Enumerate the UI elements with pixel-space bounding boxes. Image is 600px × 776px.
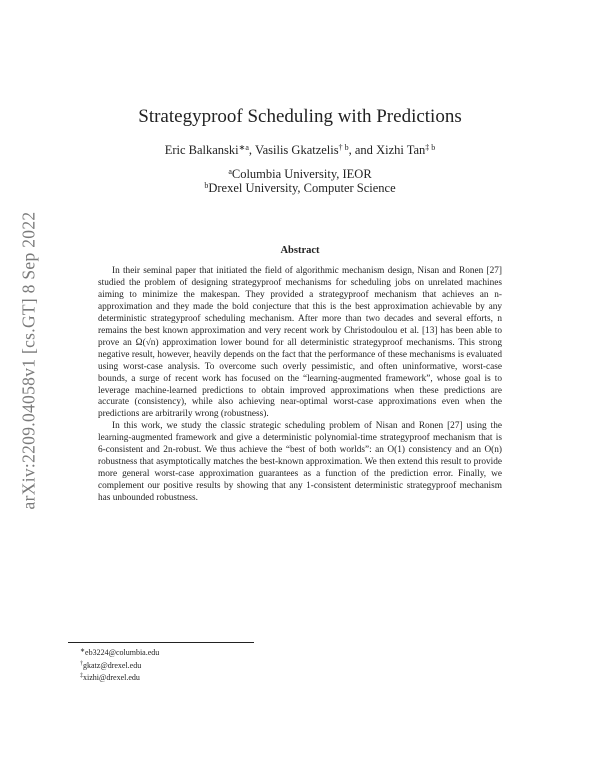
footnote-email[interactable]: eb3224@columbia.edu [85,648,160,657]
footnotes [80,646,159,684]
affiliation-text: Columbia University, IEOR [231,167,372,181]
author-list [0,143,600,158]
affiliation [0,181,600,196]
abstract-heading: Abstract [280,245,320,256]
arxiv-identifier-stamp [17,190,41,530]
author-marks: ∗a [238,143,249,152]
author-marks: ‡ b [425,143,436,152]
footnote [80,671,159,684]
abstract-paragraph: In their seminal paper that initiated the field of algorithmic mechanism design, Nisan and Ronen [27] studied the problem of designing strategyproof mechanisms for scheduling jobs on unrelated machines aiming to minimize the makespan. They provided a strategyproof mechanism that achieves an n-approximation and they made the bold conjecture that this is the best approximation achievable by any deterministic strategyproof scheduling mechanism. After more than two decades and several efforts, n remains the best known approximation and very recent work by Christodoulou et al. [13] has been able to prove an Ω(√n) approximation lower bound for all deterministic strategyproof mechanisms. This strong negative result, however, heavily depends on the fact that the performance of these mechanisms is evaluated using worst-case analysis. To overcome such overly pessimistic, and often uninformative, worst-case bounds, a surge of recent work has focused on the “learning-augmented framework”, whose goal is to leverage machine-learned predictions to obtain improved approximations when these predictions are accurate (consistency), while also achieving near-optimal worst-case approximations even when the predictions are arbitrarily wrong (robustness). [98,266,502,420]
footnote [80,659,159,672]
footnote-mark: ∗ [80,648,86,654]
affiliation-mark: b [204,181,209,190]
author-marks: † b [338,143,349,152]
author-name: Xizhi Tan [376,143,426,157]
footnote-mark: ‡ [80,673,83,679]
footnote-mark: † [80,660,83,667]
affiliation-mark: a [228,167,232,176]
paper-title: Strategyproof Scheduling with Predictions [138,106,462,127]
footnote-email[interactable]: xizhi@drexel.edu [83,673,140,682]
author-name: Vasilis Gkatzelis [254,143,339,157]
author-separator: , and [348,143,377,157]
arxiv-identifier-text: arXiv:2209.04058v1 [cs.GT] 8 Sep 2022 [18,211,39,509]
author-separator: , [248,143,255,157]
abstract-body [98,266,502,505]
affiliation [0,167,600,182]
footnote [80,646,159,659]
affiliation-text: Drexel University, Computer Science [208,181,396,195]
footnote-email[interactable]: gkatz@drexel.edu [83,660,142,670]
abstract-paragraph: In this work, we study the classic strategic scheduling problem of Nisan and Ronen [27] using the learning-augmented framework and give a deterministic polynomial-time strategyproof mechanism that is 6-consistent and 2n-robust. We thus achieve the “best of both worlds”: an O(1) consistency and an O(n) robustness that asymptotically matches the best-known approximation. We then extend this result to provide more general worst-case approximation guarantees as a function of the prediction error. Finally, we complement our positive results by showing that any 1-consistent deterministic strategyproof mechanism has unbounded robustness. [98,421,502,504]
author-name: Eric Balkanski [164,143,239,157]
footnote-rule [68,642,254,643]
